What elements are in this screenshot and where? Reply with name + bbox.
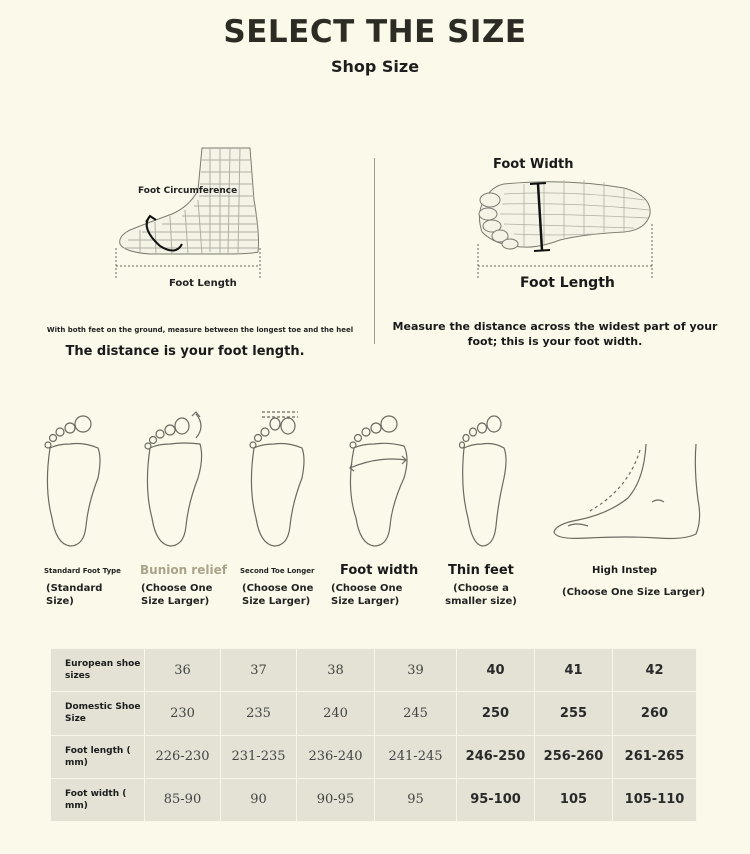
foot-type-name-bunion: Bunion relief bbox=[140, 563, 227, 577]
table-cell: 40 bbox=[457, 649, 535, 692]
row-header: Domestic Shoe Size bbox=[51, 692, 145, 735]
table-cell: 260 bbox=[613, 692, 697, 735]
table-cell: 230 bbox=[145, 692, 221, 735]
foot-type-desc-bunion: (Choose One Size Larger) bbox=[141, 583, 213, 607]
table-cell: 36 bbox=[145, 649, 221, 692]
high-instep-foot-icon bbox=[548, 440, 704, 550]
instruction-width: Measure the distance across the widest part of your foot; this is your foot width. bbox=[392, 320, 718, 348]
foot-type-desc-standard: (Standard Size) bbox=[46, 583, 103, 607]
table-cell: 236-240 bbox=[297, 735, 375, 778]
table-row bbox=[51, 649, 697, 692]
table-row bbox=[51, 778, 697, 821]
table-cell: 105-110 bbox=[613, 778, 697, 821]
foot-type-name-thin: Thin feet bbox=[448, 563, 514, 578]
row-header: Foot length ( mm) bbox=[51, 735, 145, 778]
table-cell: 246-250 bbox=[457, 735, 535, 778]
table-cell: 226-230 bbox=[145, 735, 221, 778]
table-cell: 90 bbox=[221, 778, 297, 821]
table-cell: 240 bbox=[297, 692, 375, 735]
foot-circumference-label: Foot Circumference bbox=[138, 186, 238, 196]
table-cell: 235 bbox=[221, 692, 297, 735]
table-cell: 90-95 bbox=[297, 778, 375, 821]
table-cell: 42 bbox=[613, 649, 697, 692]
table-cell: 245 bbox=[375, 692, 457, 735]
panel-divider bbox=[374, 158, 375, 344]
thin-foot-icon bbox=[454, 408, 514, 550]
second-toe-foot-icon bbox=[244, 404, 314, 550]
wide-foot-icon bbox=[344, 408, 414, 550]
foot-type-name-width: Foot width bbox=[340, 563, 419, 578]
table-cell: 255 bbox=[535, 692, 613, 735]
bunion-foot-icon bbox=[140, 408, 216, 550]
ankle-foot-illustration bbox=[110, 140, 270, 290]
page-title: SELECT THE SIZE bbox=[223, 14, 527, 50]
foot-type-desc-second-toe: (Choose One Size Larger) bbox=[242, 583, 314, 607]
size-chart-table bbox=[50, 648, 697, 822]
table-cell: 250 bbox=[457, 692, 535, 735]
foot-type-name-second-toe: Second Toe Longer bbox=[240, 567, 315, 575]
table-cell: 38 bbox=[297, 649, 375, 692]
table-cell: 37 bbox=[221, 649, 297, 692]
table-cell: 241-245 bbox=[375, 735, 457, 778]
foot-length-label-left: Foot Length bbox=[169, 278, 237, 289]
table-cell: 85-90 bbox=[145, 778, 221, 821]
table-cell: 95 bbox=[375, 778, 457, 821]
table-cell: 39 bbox=[375, 649, 457, 692]
table-cell: 261-265 bbox=[613, 735, 697, 778]
instruction-small: With both feet on the ground, measure between the longest toe and the heel bbox=[46, 326, 354, 334]
foot-type-desc-thin: (Choose a smaller size) bbox=[445, 583, 517, 607]
page-subtitle: Shop Size bbox=[330, 57, 420, 76]
table-cell: 105 bbox=[535, 778, 613, 821]
foot-type-name-standard: Standard Foot Type bbox=[44, 567, 121, 575]
foot-type-name-high-instep: High Instep bbox=[592, 565, 658, 576]
table-cell: 256-260 bbox=[535, 735, 613, 778]
foot-width-label: Foot Width bbox=[493, 157, 574, 172]
foot-length-label-right: Foot Length bbox=[520, 275, 615, 291]
table-cell: 231-235 bbox=[221, 735, 297, 778]
table-cell: 41 bbox=[535, 649, 613, 692]
table-row bbox=[51, 735, 697, 778]
instruction-large: The distance is your foot length. bbox=[65, 344, 305, 359]
standard-foot-icon bbox=[40, 408, 110, 550]
foot-top-view-illustration bbox=[474, 174, 658, 284]
row-header: European shoe sizes bbox=[51, 649, 145, 692]
foot-type-desc-high-instep: (Choose One Size Larger) bbox=[562, 587, 706, 598]
row-header: Foot width ( mm) bbox=[51, 778, 145, 821]
table-row bbox=[51, 692, 697, 735]
table-cell: 95-100 bbox=[457, 778, 535, 821]
foot-type-desc-width: (Choose One Size Larger) bbox=[331, 583, 403, 607]
